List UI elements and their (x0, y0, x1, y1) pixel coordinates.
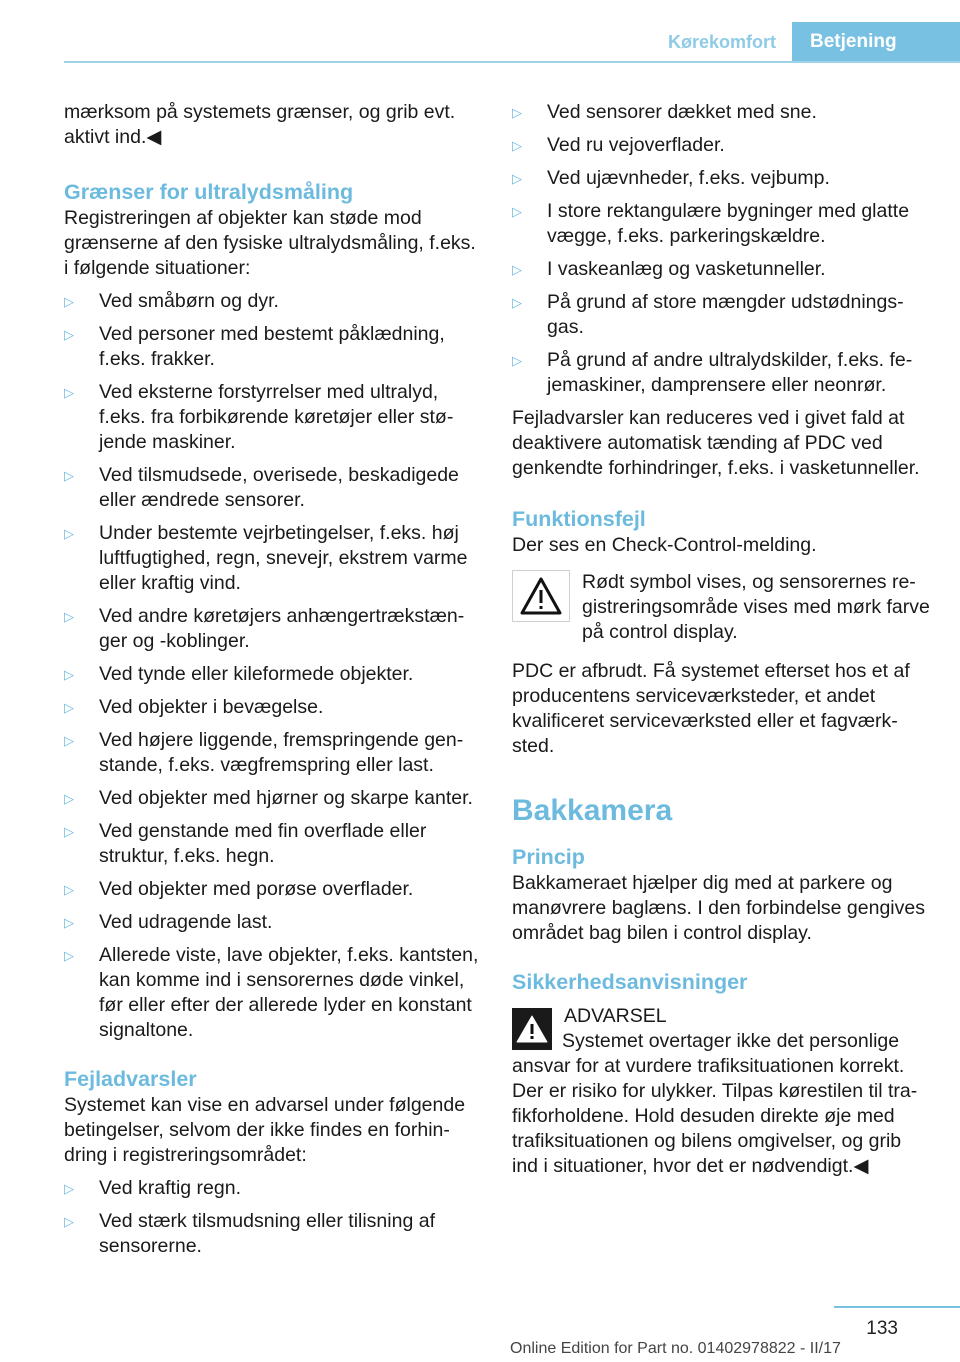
list-item: ▷ Ved objekter i bevægelse. (64, 696, 324, 718)
malfunction-text: Der ses en Check-Control-melding. (512, 534, 817, 556)
list-item: ▷ Ved ujævnheder, f.eks. vejbump. (512, 167, 830, 189)
bullet-icon: ▷ (64, 824, 74, 839)
bullet-icon: ▷ (64, 882, 74, 897)
bullet-icon: ▷ (512, 353, 522, 368)
limits-heading: Grænser for ultralydsmåling (64, 180, 354, 204)
malfunction-warning (512, 570, 932, 645)
list-item: ▷ Ved stærk tilsmudsning eller tilisning af sensorerne. (64, 1210, 435, 1257)
bullet-icon: ▷ (64, 526, 74, 541)
bullet-icon: ▷ (64, 791, 74, 806)
safety-text: Systemet overtager ikke det personlige ansvar for at vurdere trafiksituationen korrekt. Der er risiko for ulykker. Tilpas kørestilen til trafikforholdene. Hold desuden direkte øje med trafiksituationen og bilens omgivelser, og grib ind i situationer, hvor det er nødvendigt.◀ (512, 1030, 918, 1177)
left-column (64, 100, 480, 1267)
bullet-icon: ▷ (512, 105, 522, 120)
list-item: ▷ Ved småbørn og dyr. (64, 290, 279, 312)
warnings-list-cont (512, 100, 932, 398)
safety-heading: Sikkerhedsanvisninger (512, 970, 748, 994)
list-item: ▷ Ved objekter med porøse overflader. (64, 878, 414, 900)
bullet-icon: ▷ (64, 948, 74, 963)
header-tabs (652, 22, 960, 62)
footer-left: Online Edition for Part no. 01402978822 - II/17 (510, 1340, 841, 1357)
list-item: ▷ Ved højere liggende, fremspringende genstande, f.eks. vægfremspring eller last. (64, 729, 464, 776)
bullet-icon: ▷ (64, 667, 74, 682)
section-tab: Kørekomfort (667, 32, 776, 52)
warnings-heading: Fejladvarsler (64, 1067, 197, 1091)
warning-triangle-icon (512, 570, 570, 622)
camera-heading: Bakkamera (512, 794, 673, 827)
bullet-icon: ▷ (64, 700, 74, 715)
list-item: ▷ Under bestemte vejrbetingelser, f.eks. høj luftfugtighed, regn, snevejr, ekstrem varme eller kraftig vind. (64, 522, 468, 594)
warning-triangle-icon (512, 1008, 552, 1050)
right-column (512, 100, 932, 1179)
bullet-icon: ▷ (64, 327, 74, 342)
bullet-icon: ▷ (64, 733, 74, 748)
page-rule (834, 1306, 960, 1308)
list-item: ▷ På grund af store mængder udstødningsgas. (512, 291, 904, 338)
list-item: ▷ Ved sensorer dækket med sne. (512, 101, 817, 123)
list-item: ▷ Ved eksterne forstyrrelser med ultralyd, f.eks. fra forbikørende køretøjer eller støjende maskiner. (64, 381, 454, 453)
bullet-icon: ▷ (64, 385, 74, 400)
warnings-note: Fejladvarsler kan reduceres ved i givet fald at deaktivere automatisk tænding af PDC ved genkendte forhindringer, f.eks. i vasketunneller. (512, 407, 920, 479)
safety-warning (512, 1004, 932, 1179)
safety-label: ADVARSEL (564, 1005, 667, 1027)
list-item: ▷ I vaskeanlæg og vasketunneller. (512, 258, 826, 280)
warnings-text: Systemet kan vise en advarsel under følgende betingelser, selvom der ikke findes en forhindring i registreringsområdet: (64, 1094, 466, 1166)
limits-list (64, 289, 480, 1043)
bullet-icon: ▷ (64, 1214, 74, 1229)
header-rule (64, 61, 960, 63)
warnings-list (64, 1176, 480, 1259)
list-item: ▷ Ved ru vejoverflader. (512, 134, 725, 156)
principle-heading: Princip (512, 845, 585, 869)
list-item: ▷ Ved personer med bestemt påklædning, f.eks. frakker. (64, 323, 445, 370)
bullet-icon: ▷ (64, 468, 74, 483)
bullet-icon: ▷ (64, 915, 74, 930)
list-item: ▷ Ved genstande med fin overflade eller struktur, f.eks. hegn. (64, 820, 427, 867)
bullet-icon: ▷ (64, 294, 74, 309)
page-number: 133 (866, 1318, 898, 1339)
bullet-icon: ▷ (512, 295, 522, 310)
limits-text: Registreringen af objekter kan støde mod grænserne af den fysiske ultralydsmåling, f.eks. i følgende situationer: (64, 207, 476, 279)
list-item: ▷ Ved tynde eller kileformede objekter. (64, 663, 414, 685)
list-item: ▷ På grund af andre ultralydskilder, f.eks. fejemaskiner, damprensere eller neonrør. (512, 349, 913, 396)
list-item: ▷ I store rektangulære bygninger med glatte vægge, f.eks. parkeringskældre. (512, 200, 910, 247)
list-item: ▷ Allerede viste, lave objekter, f.eks. kantsten, kan komme ind i sensorernes døde vinkel, før eller efter der allerede lyder en konstant signaltone. (64, 944, 479, 1041)
bullet-icon: ▷ (512, 262, 522, 277)
list-item: ▷ Ved andre køretøjers anhængertrækstænger og -koblinger. (64, 605, 465, 652)
chapter-tab: Betjening (792, 22, 960, 62)
list-item: ▷ Ved kraftig regn. (64, 1177, 242, 1199)
bullet-icon: ▷ (512, 171, 522, 186)
malfunction-note: PDC er afbrudt. Få systemet efterset hos et af producentens serviceværksteder, et andet kvalificeret serviceværksted eller et fagværksted. (512, 660, 910, 757)
malfunction-icon-text: Rødt symbol vises, og sensorernes registreringsområde vises med mørk farve på control display. (582, 571, 930, 643)
list-item: ▷ Ved tilsmudsede, overisede, beskadigede eller ændrede sensorer. (64, 464, 459, 511)
bullet-icon: ▷ (64, 609, 74, 624)
bullet-icon: ▷ (512, 204, 522, 219)
bullet-icon: ▷ (64, 1181, 74, 1196)
bullet-icon: ▷ (512, 138, 522, 153)
list-item: ▷ Ved udragende last. (64, 911, 273, 933)
intro-text: mærksom på systemets grænser, og grib evt. aktivt ind.◀ (64, 101, 456, 148)
principle-text: Bakkameraet hjælper dig med at parkere og manøvrere baglæns. I den forbindelse gengives området bag bilen i control display. (512, 872, 925, 944)
list-item: ▷ Ved objekter med hjørner og skarpe kanter. (64, 787, 473, 809)
malfunction-heading: Funktionsfejl (512, 507, 646, 531)
